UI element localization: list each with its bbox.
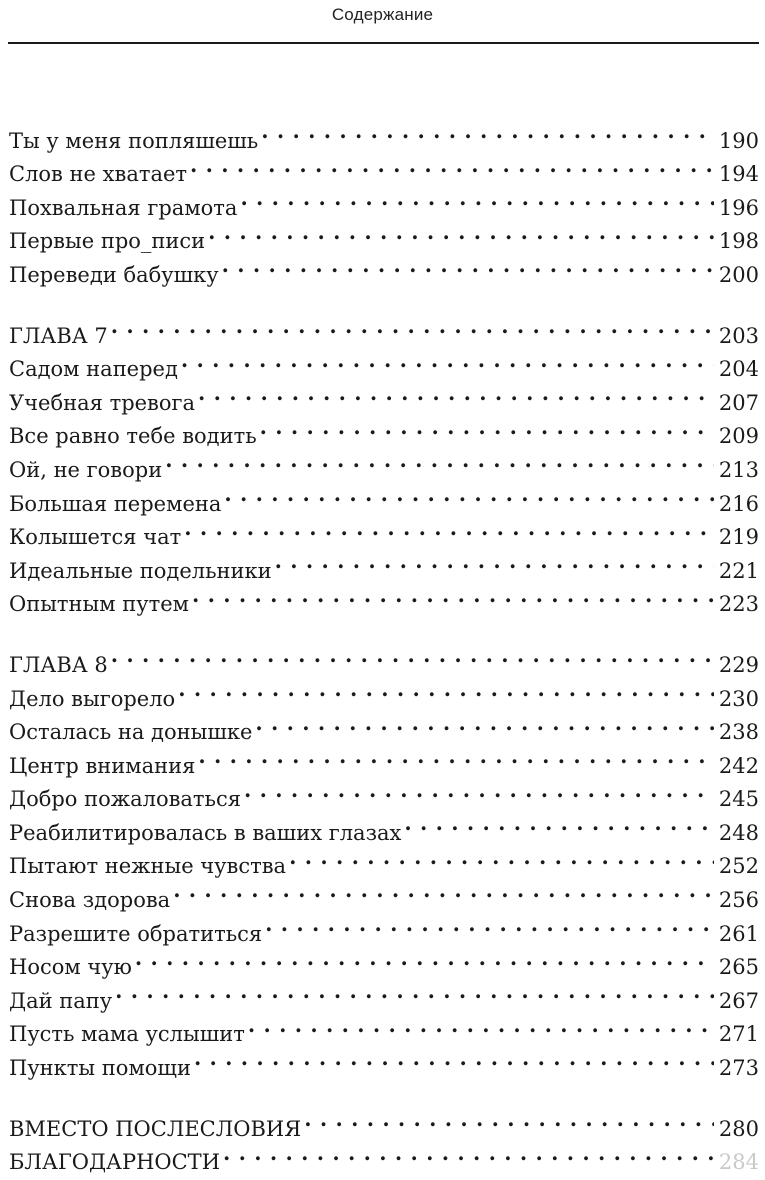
dot-leader xyxy=(178,672,714,706)
toc-entry-title: Слов не хватает xyxy=(9,162,188,187)
toc-entry-title: Переведи бабушку xyxy=(9,262,219,287)
dot-leader xyxy=(173,873,714,907)
toc-group xyxy=(9,309,759,617)
toc-entry-title: Пытают нежные чувства xyxy=(9,854,287,879)
toc-entry xyxy=(9,672,759,711)
toc-entry-title: Опытным путем xyxy=(9,592,189,617)
toc-entry-title: Первые про_писи xyxy=(9,229,206,254)
toc-entry-page-number: 221 xyxy=(718,558,759,583)
toc-entry-title: Реабилитировалась в ваших глазах xyxy=(9,820,402,845)
toc-entry xyxy=(9,638,759,677)
toc-entry-page-number: 267 xyxy=(718,988,759,1013)
dot-leader xyxy=(135,941,714,975)
table-of-contents xyxy=(9,114,759,1175)
toc-entry-title: Ты у меня попляшешь xyxy=(9,128,259,153)
toc-entry-title: Центр внимания xyxy=(9,753,196,778)
dot-leader xyxy=(240,181,713,215)
toc-entry xyxy=(9,1102,759,1141)
toc-entry-page-number: 207 xyxy=(718,390,759,415)
toc-entry-page-number: 248 xyxy=(718,820,759,845)
toc-entry-title: Большая перемена xyxy=(9,491,222,516)
toc-entry-page-number: 273 xyxy=(718,1056,759,1081)
toc-entry-title: ВМЕСТО ПОСЛЕСЛОВИЯ xyxy=(9,1116,302,1141)
toc-entry-title: Осталась на донышке xyxy=(9,720,253,745)
toc-entry-title: Садом наперед xyxy=(9,357,178,382)
toc-entry-title: Дай папу xyxy=(9,988,113,1013)
toc-entry xyxy=(9,974,759,1013)
toc-entry-page-number: 196 xyxy=(718,195,759,220)
dot-leader xyxy=(115,974,714,1008)
dot-leader xyxy=(244,773,714,807)
toc-entry-title: Дело выгорело xyxy=(9,686,176,711)
toc-entry-page-number: 204 xyxy=(718,357,759,382)
toc-entry-title: Носом чую xyxy=(9,955,132,980)
toc-entry-page-number: 229 xyxy=(718,652,759,677)
dot-leader xyxy=(111,309,714,343)
toc-entry-title: Все равно тебе водить xyxy=(9,424,257,449)
dot-leader xyxy=(223,1136,714,1170)
toc-entry-page-number: 256 xyxy=(718,888,759,913)
toc-entry-page-number: 252 xyxy=(718,854,759,879)
toc-entry-title: Похвальная грамота xyxy=(9,195,238,220)
dot-leader xyxy=(248,1008,714,1042)
toc-entry-page-number: 261 xyxy=(718,921,759,946)
toc-group xyxy=(9,1102,759,1175)
toc-entry-page-number: 216 xyxy=(718,491,759,516)
dot-leader xyxy=(198,376,714,410)
toc-entry-page-number: 200 xyxy=(718,262,759,287)
toc-entry-page-number: 213 xyxy=(718,457,759,482)
dot-leader xyxy=(304,1102,714,1136)
dot-leader xyxy=(111,638,714,672)
dot-leader xyxy=(224,477,714,511)
toc-entry-title: Колышется чат xyxy=(9,525,182,550)
dot-leader xyxy=(184,511,714,545)
dot-leader xyxy=(265,907,714,941)
toc-entry-title: Пункты помощи xyxy=(9,1056,191,1081)
toc-entry-page-number: 280 xyxy=(718,1116,759,1141)
dot-leader xyxy=(222,248,714,282)
toc-entry-title: ГЛАВА 8 xyxy=(9,652,108,677)
toc-entry-title: Разрешите обратиться xyxy=(9,921,263,946)
dot-leader xyxy=(289,840,714,874)
toc-entry-title: БЛАГОДАРНОСТИ xyxy=(9,1150,221,1175)
toc-entry-title: Пусть мама услышит xyxy=(9,1022,245,1047)
dot-leader xyxy=(190,148,714,182)
toc-entry-title: Снова здорова xyxy=(9,888,171,913)
toc-group xyxy=(9,638,759,1081)
dot-leader xyxy=(194,1041,714,1075)
toc-entry-page-number: 271 xyxy=(718,1022,759,1047)
running-title: Содержание xyxy=(331,5,434,24)
header-rule xyxy=(8,42,759,44)
dot-leader xyxy=(208,215,714,249)
dot-leader xyxy=(260,410,714,444)
dot-leader xyxy=(192,578,714,612)
toc-entry-page-number: 238 xyxy=(718,720,759,745)
page-header xyxy=(0,0,765,46)
dot-leader xyxy=(198,739,714,773)
toc-entry xyxy=(9,1008,759,1047)
toc-entry-page-number: 203 xyxy=(718,323,759,348)
dot-leader xyxy=(165,443,714,477)
toc-entry-page-number: 190 xyxy=(718,128,759,153)
toc-entry-title: Добро пожаловаться xyxy=(9,787,241,812)
toc-entry xyxy=(9,114,759,153)
toc-entry-page-number: 245 xyxy=(718,787,759,812)
toc-entry-page-number: 265 xyxy=(718,955,759,980)
dot-leader xyxy=(404,806,714,840)
toc-entry-page-number: 194 xyxy=(718,162,759,187)
dot-leader xyxy=(275,544,714,578)
toc-group xyxy=(9,114,759,287)
toc-entry-page-number: 284 xyxy=(718,1150,759,1175)
toc-entry-page-number: 219 xyxy=(718,525,759,550)
dot-leader xyxy=(255,706,714,740)
toc-entry-page-number: 209 xyxy=(718,424,759,449)
toc-entry-page-number: 223 xyxy=(718,592,759,617)
toc-entry-page-number: 230 xyxy=(718,686,759,711)
toc-entry-title: Учебная тревога xyxy=(9,390,196,415)
toc-entry-page-number: 242 xyxy=(718,753,759,778)
toc-entry-title: ГЛАВА 7 xyxy=(9,323,108,348)
toc-entry xyxy=(9,309,759,348)
toc-entry-page-number: 198 xyxy=(718,229,759,254)
toc-entry-title: Ой, не говори xyxy=(9,457,163,482)
toc-entry xyxy=(9,343,759,382)
toc-entry-title: Идеальные подельники xyxy=(9,558,272,583)
dot-leader xyxy=(181,343,714,377)
dot-leader xyxy=(261,114,714,148)
